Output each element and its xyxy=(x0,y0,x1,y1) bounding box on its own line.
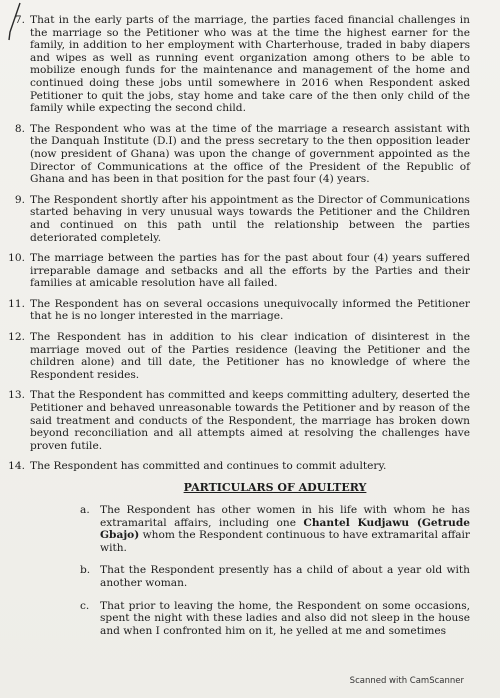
particular-c xyxy=(80,600,470,638)
particular-letter: a. xyxy=(80,504,90,516)
scanner-watermark: Scanned with CamScanner xyxy=(349,676,464,686)
paragraph-text: The Respondent has committed and continues to commit adultery. xyxy=(30,460,387,473)
particulars-heading: PARTICULARS OF ADULTERY xyxy=(183,481,367,494)
paragraph-text: The marriage between the parties has for the past about four (4) years suffered irreparable damage and setbacks and all the efforts by the Parties and their families at amicable resolution have all failed. xyxy=(30,252,470,290)
paragraph-text: The Respondent has in addition to his clear indication of disinterest in the marriage moved out of the Parties residence (leaving the Petitioner and the children alone) and till date, the Petitioner has no knowledge of where the Respondent resides. xyxy=(30,331,470,381)
particular-text-before: That the Respondent presently has a child of about a year old with another woman. xyxy=(100,564,470,589)
paragraph-number: 7. xyxy=(14,14,25,26)
particular-text xyxy=(100,564,470,589)
paragraph-number: 10. xyxy=(8,252,25,265)
particular-text xyxy=(100,600,470,638)
paragraph-number: 11. xyxy=(8,297,25,310)
particular-letter: b. xyxy=(80,564,91,577)
handwritten-mark-icon xyxy=(6,2,22,42)
paragraph-7 xyxy=(0,14,470,115)
paragraph-text: That in the early parts of the marriage, the parties faced financial challenges in the marriage so the Petitioner who was at the time the highest earner for the family, in addition to her employment with Charterhouse, traded in baby diapers and wipes as well as running event organization among others to be able to mobilize enough funds for the maintenance and management of the home and continued doing these jobs until somewhere in 2016 when Respondent asked Petitioner to quit the jobs, stay home and take care of the then only child of the family while expecting the second child. xyxy=(30,14,470,115)
particular-text-before: The Respondent has other women in his life with whom he has extramarital affairs, including one xyxy=(100,504,470,529)
paragraph-8 xyxy=(0,123,470,186)
paragraph-number: 12. xyxy=(8,331,25,344)
paragraph-10 xyxy=(0,252,470,290)
paragraph-9 xyxy=(0,194,470,244)
paragraph-text: The Respondent has on several occasions unequivocally informed the Petitioner that he is no longer interested in the marriage. xyxy=(30,297,470,323)
paragraph-12 xyxy=(0,331,470,381)
paragraph-number: 13. xyxy=(8,389,25,402)
particular-text-before: That prior to leaving the home, the Respondent on some occasions, spent the night with these ladies and also did not sleep in the house and when I confronted him on it, he yelled at me and sometimes xyxy=(100,599,470,637)
paragraph-text: The Respondent who was at the time of the marriage a research assistant with the Danquah Institute (D.I) and the press secretary to the then opposition leader (now president of Ghana) was upon the change of government appointed as the Director of Communications at the office of the President of the Republic of Ghana and has been in that position for the past four (4) years. xyxy=(30,122,470,186)
particular-text xyxy=(100,504,470,554)
paragraph-11 xyxy=(0,298,470,323)
paragraph-14 xyxy=(0,460,470,473)
paragraph-number: 14. xyxy=(8,460,25,473)
paragraph-text: That the Respondent has committed and keeps committing adultery, deserted the Petitioner and behaved unreasonable towards the Petitioner and by reason of the said treatment and conducts of the Respondent, the marriage has broken down beyond reconciliation and all attempts aimed at resolving the challenges have proven futile. xyxy=(30,389,470,452)
particular-letter: c. xyxy=(80,599,90,612)
particular-a xyxy=(80,504,470,554)
particular-text-after: whom the Respondent continuous to have extramarital affair with. xyxy=(100,529,470,554)
numbered-paragraphs xyxy=(0,14,470,473)
paragraph-number: 9. xyxy=(14,193,25,206)
paragraph-text: The Respondent shortly after his appointment as the Director of Communications started behaving in very unusual ways towards the Petitioner and the Children and continued on this path until the relationship between the parties deteriorated completely. xyxy=(30,193,470,244)
paragraph-13 xyxy=(0,389,470,452)
paragraph-number: 8. xyxy=(14,122,25,135)
particular-b xyxy=(80,564,470,589)
particular-text-bold: Chantel Kudjawu (Getrude Gbajo) xyxy=(100,516,470,542)
